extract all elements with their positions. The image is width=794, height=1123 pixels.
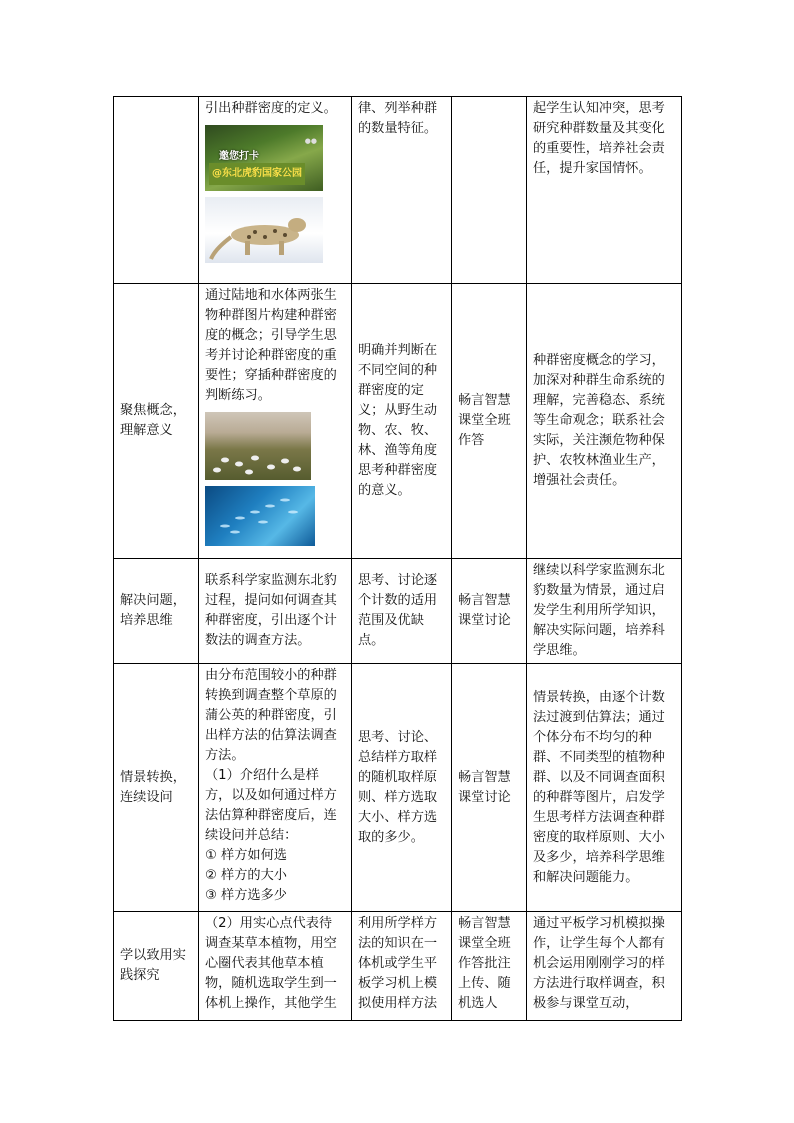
content-cell: （2）用实心点代表待调查某草本植物，用空心圈代表其他草本植物，随机选取学生到一体机上操作，其他学生 xyxy=(199,912,352,1021)
stage-cell: 情景转换，连续设问 xyxy=(114,664,199,912)
tool-cell: 畅言智慧课堂全班作答批注上传、随机选人 xyxy=(452,912,527,1021)
intent-cell: 起学生认知冲突，思考研究种群数量及其变化的重要性，培养社会责任，提升家国情怀。 xyxy=(527,97,682,284)
intent-cell: 通过平板学习机模拟操作，让学生每个人都有机会运用刚刚学习的样方法进行取样调查，积极参与课堂互动， xyxy=(527,912,682,1021)
stage-cell xyxy=(114,97,199,284)
list-item: ① 样方如何选 xyxy=(205,848,287,863)
student-cell: 利用所学样方法的知识在一体机或学生平板学习机上模拟使用样方法 xyxy=(352,912,452,1021)
lesson-plan-table xyxy=(113,96,682,1021)
content-cell xyxy=(199,664,352,912)
list-item: ③ 样方选多少 xyxy=(205,888,287,903)
table-row xyxy=(114,912,682,1021)
table-row xyxy=(114,284,682,559)
stage-cell: 学以致用实践探究 xyxy=(114,912,199,1021)
tool-cell: 畅言智慧课堂讨论 xyxy=(452,664,527,912)
fish-icon xyxy=(205,486,315,546)
intent-cell: 种群密度概念的学习，加深对种群生命系统的理解，完善稳态、系统等生命观念；联系社会实际，关注濒危物种保护、农牧林渔业生产，增强社会责任。 xyxy=(527,284,682,559)
content-cell xyxy=(199,284,352,559)
tool-cell: 畅言智慧课堂讨论 xyxy=(452,559,527,664)
table-row xyxy=(114,559,682,664)
stage-cell: 聚焦概念，理解意义 xyxy=(114,284,199,559)
student-cell: 思考、讨论、总结样方取样的随机取样原则、样方选取大小、样方选取的多少。 xyxy=(352,664,452,912)
leopard-image xyxy=(205,197,323,263)
checkin-image xyxy=(205,125,323,191)
content-paragraph: （1）介绍什么是样方，以及如何通过样方法估算种群密度后，连续设问并总结： xyxy=(205,768,337,843)
checkin-tag: @东北虎豹国家公园 xyxy=(209,163,305,185)
content-text: 引出种群密度的定义。 xyxy=(205,101,337,116)
table-row xyxy=(114,97,682,284)
sheep-icon xyxy=(205,412,311,480)
student-cell: 思考、讨论逐个计数的适用范围及优缺点。 xyxy=(352,559,452,664)
student-cell: 律、列举种群的数量特征。 xyxy=(352,97,452,284)
park-logo-icon: ●● xyxy=(304,137,317,145)
content-cell xyxy=(199,97,352,284)
stage-cell: 解决问题，培养思维 xyxy=(114,559,199,664)
fish-school-image xyxy=(205,486,315,546)
table-row xyxy=(114,664,682,912)
leopard-icon xyxy=(205,197,323,263)
grassland-sheep-image xyxy=(205,412,311,480)
intent-cell: 继续以科学家监测东北豹数量为情景，通过启发学生利用所学知识，解决实际问题，培养科学思维。 xyxy=(527,559,682,664)
intent-cell: 情景转换，由逐个计数法过渡到估算法；通过个体分布不均匀的种群、不同类型的植物种群、以及不同调查面积的种群等图片，启发学生思考样方法调查种群密度的取样原则、大小及多少，培养科学思维和解决问题能力。 xyxy=(527,664,682,912)
content-cell: 联系科学家监测东北豹过程，提问如何调查其种群密度，引出逐个计数法的调查方法。 xyxy=(199,559,352,664)
content-text: 通过陆地和水体两张生物种群图片构建种群密度的概念；引导学生思考并讨论种群密度的重要性；穿插种群密度的判断练习。 xyxy=(205,288,337,403)
list-item: ② 样方的大小 xyxy=(205,868,287,883)
tool-cell xyxy=(452,97,527,284)
student-cell: 明确并判断在不同空间的种群密度的定义；从野生动物、农、牧、林、渔等角度思考种群密度的意义。 xyxy=(352,284,452,559)
tool-cell: 畅言智慧课堂全班作答 xyxy=(452,284,527,559)
content-paragraph: 由分布范围较小的种群转换到调查整个草原的蒲公英的种群密度，引出样方法的估算法调查方法。 xyxy=(205,668,337,763)
checkin-badge: 邀您打卡 xyxy=(219,151,259,162)
